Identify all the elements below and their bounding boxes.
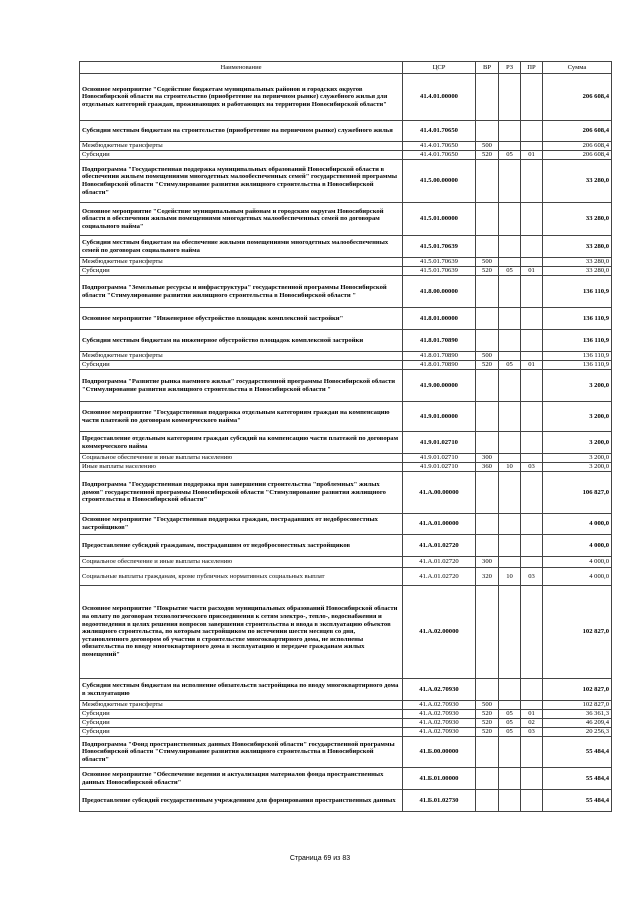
cell-name: Субсидии местным бюджетам на исполнение обязательств застройщика по вводу многоквартирного дома в эксплуатацию: [80, 679, 403, 701]
cell-rz: 05: [499, 267, 521, 276]
cell-sum: 4 000,0: [543, 557, 612, 568]
header-csr: ЦСР: [403, 62, 476, 74]
cell-csr: 41.5.01.70639: [403, 258, 476, 267]
cell-pr: 01: [521, 151, 543, 160]
cell-rz: [499, 308, 521, 330]
cell-rz: [499, 535, 521, 557]
table-row: [80, 160, 612, 203]
cell-pr: [521, 203, 543, 236]
cell-rz: [499, 330, 521, 352]
cell-vr: 500: [476, 142, 499, 151]
cell-name: Подпрограмма "Фонд пространственных данных Новосибирской области" государственной программы Новосибирской области "Стимулирование развития жилищного строительства в Новосибирской области": [80, 737, 403, 768]
cell-name: Социальные выплаты гражданам, кроме публичных нормативных социальных выплат: [80, 568, 403, 586]
cell-pr: [521, 160, 543, 203]
table-row: [80, 679, 612, 701]
cell-csr: 41.А.02.70930: [403, 710, 476, 719]
cell-sum: 55 484,4: [543, 737, 612, 768]
cell-rz: [499, 768, 521, 790]
cell-csr: 41.А.00.00000: [403, 472, 476, 514]
cell-vr: 300: [476, 557, 499, 568]
cell-sum: 102 827,0: [543, 586, 612, 679]
cell-rz: 05: [499, 151, 521, 160]
cell-pr: 03: [521, 463, 543, 472]
cell-rz: [499, 276, 521, 308]
cell-name: Субсидии: [80, 728, 403, 737]
cell-csr: 41.Б.00.00000: [403, 737, 476, 768]
cell-name: Основное мероприятие "Обеспечение ведения и актуализация материалов фонда пространственных данных Новосибирской области": [80, 768, 403, 790]
cell-pr: 03: [521, 568, 543, 586]
cell-csr: 41.А.01.02720: [403, 557, 476, 568]
cell-sum: 3 200,0: [543, 463, 612, 472]
cell-pr: [521, 330, 543, 352]
cell-rz: 05: [499, 728, 521, 737]
cell-sum: 136 110,9: [543, 330, 612, 352]
cell-name: Субсидии местным бюджетам на обеспечение жилыми помещениями многодетных малообеспеченных семей по договорам социального найма: [80, 236, 403, 258]
cell-sum: 4 000,0: [543, 514, 612, 535]
cell-sum: 46 209,4: [543, 719, 612, 728]
cell-csr: 41.А.02.70930: [403, 701, 476, 710]
table-row: [80, 463, 612, 472]
cell-name: Предоставление отдельным категориям граждан субсидий на компенсацию части платежей по договорам коммерческого найма: [80, 432, 403, 454]
cell-rz: [499, 142, 521, 151]
cell-pr: [521, 121, 543, 142]
cell-sum: 33 280,0: [543, 160, 612, 203]
cell-pr: [521, 352, 543, 361]
cell-vr: 500: [476, 352, 499, 361]
cell-rz: [499, 370, 521, 402]
cell-csr: 41.А.01.02720: [403, 535, 476, 557]
table-row: [80, 514, 612, 535]
cell-pr: [521, 768, 543, 790]
cell-csr: 41.8.01.70890: [403, 352, 476, 361]
cell-pr: 01: [521, 710, 543, 719]
cell-csr: 41.А.02.70930: [403, 679, 476, 701]
cell-pr: 01: [521, 267, 543, 276]
cell-vr: [476, 308, 499, 330]
table-row: [80, 352, 612, 361]
cell-sum: 3 200,0: [543, 432, 612, 454]
cell-sum: 136 110,9: [543, 308, 612, 330]
header-name: Наименование: [80, 62, 403, 74]
cell-pr: [521, 472, 543, 514]
cell-vr: 360: [476, 463, 499, 472]
table-row: [80, 402, 612, 432]
table-row: [80, 737, 612, 768]
cell-pr: [521, 142, 543, 151]
cell-csr: 41.5.01.70639: [403, 267, 476, 276]
cell-name: Основное мероприятие "Содействие муниципальным районам и городским округам Новосибирской области в обеспечении жилыми помещениями многодетных малообеспеченных семей по договорам социального найма": [80, 203, 403, 236]
cell-rz: 10: [499, 568, 521, 586]
cell-rz: 05: [499, 719, 521, 728]
table-row: [80, 258, 612, 267]
cell-vr: 520: [476, 267, 499, 276]
cell-name: Основное мероприятие "Инженерное обустройство площадок комплексной застройки": [80, 308, 403, 330]
cell-csr: 41.А.02.70930: [403, 728, 476, 737]
cell-rz: [499, 121, 521, 142]
cell-csr: 41.9.01.02710: [403, 454, 476, 463]
cell-name: Межбюджетные трансферты: [80, 258, 403, 267]
cell-vr: [476, 276, 499, 308]
table-row: [80, 701, 612, 710]
cell-rz: 05: [499, 710, 521, 719]
table-row: [80, 370, 612, 402]
table-row: [80, 361, 612, 370]
table-row: [80, 719, 612, 728]
cell-csr: 41.А.02.70930: [403, 719, 476, 728]
cell-vr: [476, 679, 499, 701]
cell-rz: [499, 203, 521, 236]
table-row: [80, 267, 612, 276]
cell-pr: [521, 276, 543, 308]
cell-csr: 41.4.01.70650: [403, 151, 476, 160]
cell-pr: [521, 535, 543, 557]
cell-sum: 136 110,9: [543, 361, 612, 370]
cell-name: Субсидии: [80, 710, 403, 719]
cell-rz: [499, 74, 521, 121]
table-row: [80, 454, 612, 463]
cell-sum: 33 280,0: [543, 236, 612, 258]
table-row: [80, 586, 612, 679]
cell-vr: 520: [476, 710, 499, 719]
cell-vr: 320: [476, 568, 499, 586]
cell-vr: [476, 514, 499, 535]
cell-sum: 206 608,4: [543, 121, 612, 142]
cell-sum: 206 608,4: [543, 142, 612, 151]
table-row: [80, 768, 612, 790]
cell-pr: [521, 790, 543, 812]
cell-rz: [499, 454, 521, 463]
cell-csr: 41.8.00.00000: [403, 276, 476, 308]
cell-name: Межбюджетные трансферты: [80, 701, 403, 710]
cell-pr: [521, 370, 543, 402]
cell-name: Подпрограмма "Государственная поддержка при завершении строительства "проблемных" жилых домов" государственной программы Новосибирской области "Стимулирование развития жилищного строительства в Новосибирской области": [80, 472, 403, 514]
cell-sum: 136 110,9: [543, 276, 612, 308]
cell-vr: 520: [476, 719, 499, 728]
cell-csr: 41.8.01.00000: [403, 308, 476, 330]
cell-pr: [521, 74, 543, 121]
cell-vr: [476, 74, 499, 121]
cell-sum: 20 256,3: [543, 728, 612, 737]
cell-pr: [521, 701, 543, 710]
table-row: [80, 121, 612, 142]
cell-sum: 102 827,0: [543, 679, 612, 701]
table-row: [80, 203, 612, 236]
cell-vr: [476, 768, 499, 790]
cell-sum: 55 484,4: [543, 790, 612, 812]
cell-pr: [521, 514, 543, 535]
cell-name: Основное мероприятие "Государственная поддержка отдельным категориям граждан на компенсацию части платежей по договорам коммерческого найма": [80, 402, 403, 432]
cell-vr: [476, 370, 499, 402]
cell-csr: 41.4.01.70650: [403, 121, 476, 142]
cell-pr: [521, 402, 543, 432]
cell-vr: [476, 535, 499, 557]
cell-csr: 41.5.01.70639: [403, 236, 476, 258]
header-vr: ВР: [476, 62, 499, 74]
cell-rz: [499, 432, 521, 454]
cell-vr: 500: [476, 258, 499, 267]
table-row: [80, 557, 612, 568]
cell-vr: [476, 432, 499, 454]
cell-rz: [499, 472, 521, 514]
cell-vr: [476, 586, 499, 679]
header-pr: ПР: [521, 62, 543, 74]
cell-csr: 41.А.01.00000: [403, 514, 476, 535]
table-body: [80, 74, 612, 812]
cell-rz: [499, 737, 521, 768]
cell-name: Субсидии: [80, 719, 403, 728]
cell-vr: [476, 790, 499, 812]
table-row: [80, 308, 612, 330]
cell-csr: 41.5.01.00000: [403, 203, 476, 236]
table-row: [80, 74, 612, 121]
cell-vr: [476, 472, 499, 514]
cell-vr: [476, 330, 499, 352]
cell-sum: 136 110,9: [543, 352, 612, 361]
cell-pr: [521, 454, 543, 463]
cell-rz: [499, 258, 521, 267]
cell-sum: 206 608,4: [543, 151, 612, 160]
cell-csr: 41.Б.01.00000: [403, 768, 476, 790]
cell-pr: [521, 308, 543, 330]
cell-rz: [499, 236, 521, 258]
cell-name: Межбюджетные трансферты: [80, 142, 403, 151]
cell-pr: 03: [521, 728, 543, 737]
table-row: [80, 535, 612, 557]
cell-name: Субсидии местным бюджетам на строительство (приобретение на первичном рынке) служебного жилья: [80, 121, 403, 142]
cell-name: Основное мероприятие "Содействие бюджетам муниципальных районов и городских округов Новосибирской области на строительство (приобретение на первичном рынке) служебного жилья для отдельных категорий граждан, проживающих и работающих на территории Новосибирской области": [80, 74, 403, 121]
cell-name: Предоставление субсидий государственным учреждениям для формирования пространственных данных: [80, 790, 403, 812]
cell-rz: [499, 679, 521, 701]
cell-rz: [499, 701, 521, 710]
cell-pr: [521, 557, 543, 568]
header-sum: Сумма: [543, 62, 612, 74]
table-row: [80, 710, 612, 719]
header-rz: РЗ: [499, 62, 521, 74]
cell-sum: 3 200,0: [543, 370, 612, 402]
cell-rz: [499, 352, 521, 361]
cell-sum: 4 000,0: [543, 535, 612, 557]
cell-csr: 41.А.02.00000: [403, 586, 476, 679]
table-row: [80, 568, 612, 586]
cell-name: Субсидии: [80, 267, 403, 276]
cell-vr: [476, 737, 499, 768]
cell-csr: 41.9.01.02710: [403, 463, 476, 472]
table-row: [80, 330, 612, 352]
cell-rz: [499, 402, 521, 432]
table-row: [80, 790, 612, 812]
cell-sum: 33 280,0: [543, 203, 612, 236]
table-row: [80, 432, 612, 454]
table-row: [80, 276, 612, 308]
cell-sum: 3 200,0: [543, 454, 612, 463]
cell-pr: 01: [521, 361, 543, 370]
cell-vr: 520: [476, 151, 499, 160]
table-row: [80, 151, 612, 160]
cell-sum: 102 827,0: [543, 701, 612, 710]
cell-sum: 106 827,0: [543, 472, 612, 514]
cell-sum: 4 000,0: [543, 568, 612, 586]
cell-name: Предоставление субсидий гражданам, пострадавшим от недобросовестных застройщиков: [80, 535, 403, 557]
cell-rz: [499, 790, 521, 812]
table-row: [80, 472, 612, 514]
cell-name: Основное мероприятие "Государственная поддержка граждан, пострадавших от недобросовестных застройщиков": [80, 514, 403, 535]
cell-vr: 300: [476, 454, 499, 463]
cell-csr: 41.9.01.02710: [403, 432, 476, 454]
cell-name: Субсидии: [80, 361, 403, 370]
budget-table: [79, 61, 612, 812]
cell-vr: 520: [476, 361, 499, 370]
cell-rz: 10: [499, 463, 521, 472]
cell-pr: [521, 737, 543, 768]
cell-csr: 41.5.00.00000: [403, 160, 476, 203]
cell-name: Подпрограмма "Земельные ресурсы и инфраструктура" государственной программы Новосибирской области "Стимулирование развития жилищного строительства в Новосибирской области ": [80, 276, 403, 308]
cell-pr: [521, 586, 543, 679]
cell-pr: [521, 679, 543, 701]
cell-sum: 55 484,4: [543, 768, 612, 790]
cell-sum: 33 280,0: [543, 267, 612, 276]
cell-pr: [521, 432, 543, 454]
cell-csr: 41.4.01.70650: [403, 142, 476, 151]
cell-rz: [499, 586, 521, 679]
cell-csr: 41.4.01.00000: [403, 74, 476, 121]
cell-name: Социальное обеспечение и иные выплаты населению: [80, 454, 403, 463]
cell-sum: 36 361,3: [543, 710, 612, 719]
table-header-row: [80, 62, 612, 74]
cell-pr: [521, 236, 543, 258]
cell-name: Субсидии местным бюджетам на инженерное обустройство площадок комплексной застройки: [80, 330, 403, 352]
cell-pr: [521, 258, 543, 267]
budget-table-sheet: [79, 61, 611, 812]
cell-vr: [476, 203, 499, 236]
table-row: [80, 236, 612, 258]
cell-name: Иные выплаты населению: [80, 463, 403, 472]
cell-rz: [499, 160, 521, 203]
cell-sum: 206 608,4: [543, 74, 612, 121]
cell-csr: 41.А.01.02720: [403, 568, 476, 586]
cell-vr: 520: [476, 728, 499, 737]
cell-vr: [476, 160, 499, 203]
cell-name: Подпрограмма "Развитие рынка наемного жилья" государственной программы Новосибирской области "Стимулирование развития жилищного строительства в Новосибирской области ": [80, 370, 403, 402]
cell-rz: 05: [499, 361, 521, 370]
cell-name: Межбюджетные трансферты: [80, 352, 403, 361]
table-row: [80, 142, 612, 151]
cell-name: Субсидии: [80, 151, 403, 160]
cell-sum: 33 280,0: [543, 258, 612, 267]
cell-sum: 3 200,0: [543, 402, 612, 432]
page-number: Страница 69 из 83: [289, 855, 351, 862]
cell-rz: [499, 514, 521, 535]
cell-csr: 41.9.01.00000: [403, 402, 476, 432]
cell-rz: [499, 557, 521, 568]
cell-vr: 500: [476, 701, 499, 710]
cell-name: Подпрограмма "Государственная поддержка муниципальных образований Новосибирской области в обеспечении жильем помещениями многодетных малообеспеченных семей" государственной программы Новосибирской области "Стимулирование развития жилищного строительства в Новосибирской области": [80, 160, 403, 203]
cell-vr: [476, 236, 499, 258]
cell-vr: [476, 402, 499, 432]
cell-csr: 41.8.01.70890: [403, 330, 476, 352]
cell-csr: 41.9.00.00000: [403, 370, 476, 402]
cell-name: Социальное обеспечение и иные выплаты населению: [80, 557, 403, 568]
cell-name: Основное мероприятие "Покрытие части расходов муниципальных образований Новосибирской области на оплату по договорам технологического присоединения к сетям электро-, тепло-, водоснабжения и водоотведения в целях решения вопросов завершения строительства и ввода в эксплуатацию объектов жилищного строительства, по которым застройщиком по истечении шести месяцев со дня, установленного договором об участии в строительстве многоквартирного дома, не исполнены обязательства по вводу многоквартирного дома в эксплуатацию и передаче гражданам жилых помещений": [80, 586, 403, 679]
table-row: [80, 728, 612, 737]
cell-vr: [476, 121, 499, 142]
cell-csr: 41.Б.01.02730: [403, 790, 476, 812]
cell-csr: 41.8.01.70890: [403, 361, 476, 370]
cell-pr: 02: [521, 719, 543, 728]
